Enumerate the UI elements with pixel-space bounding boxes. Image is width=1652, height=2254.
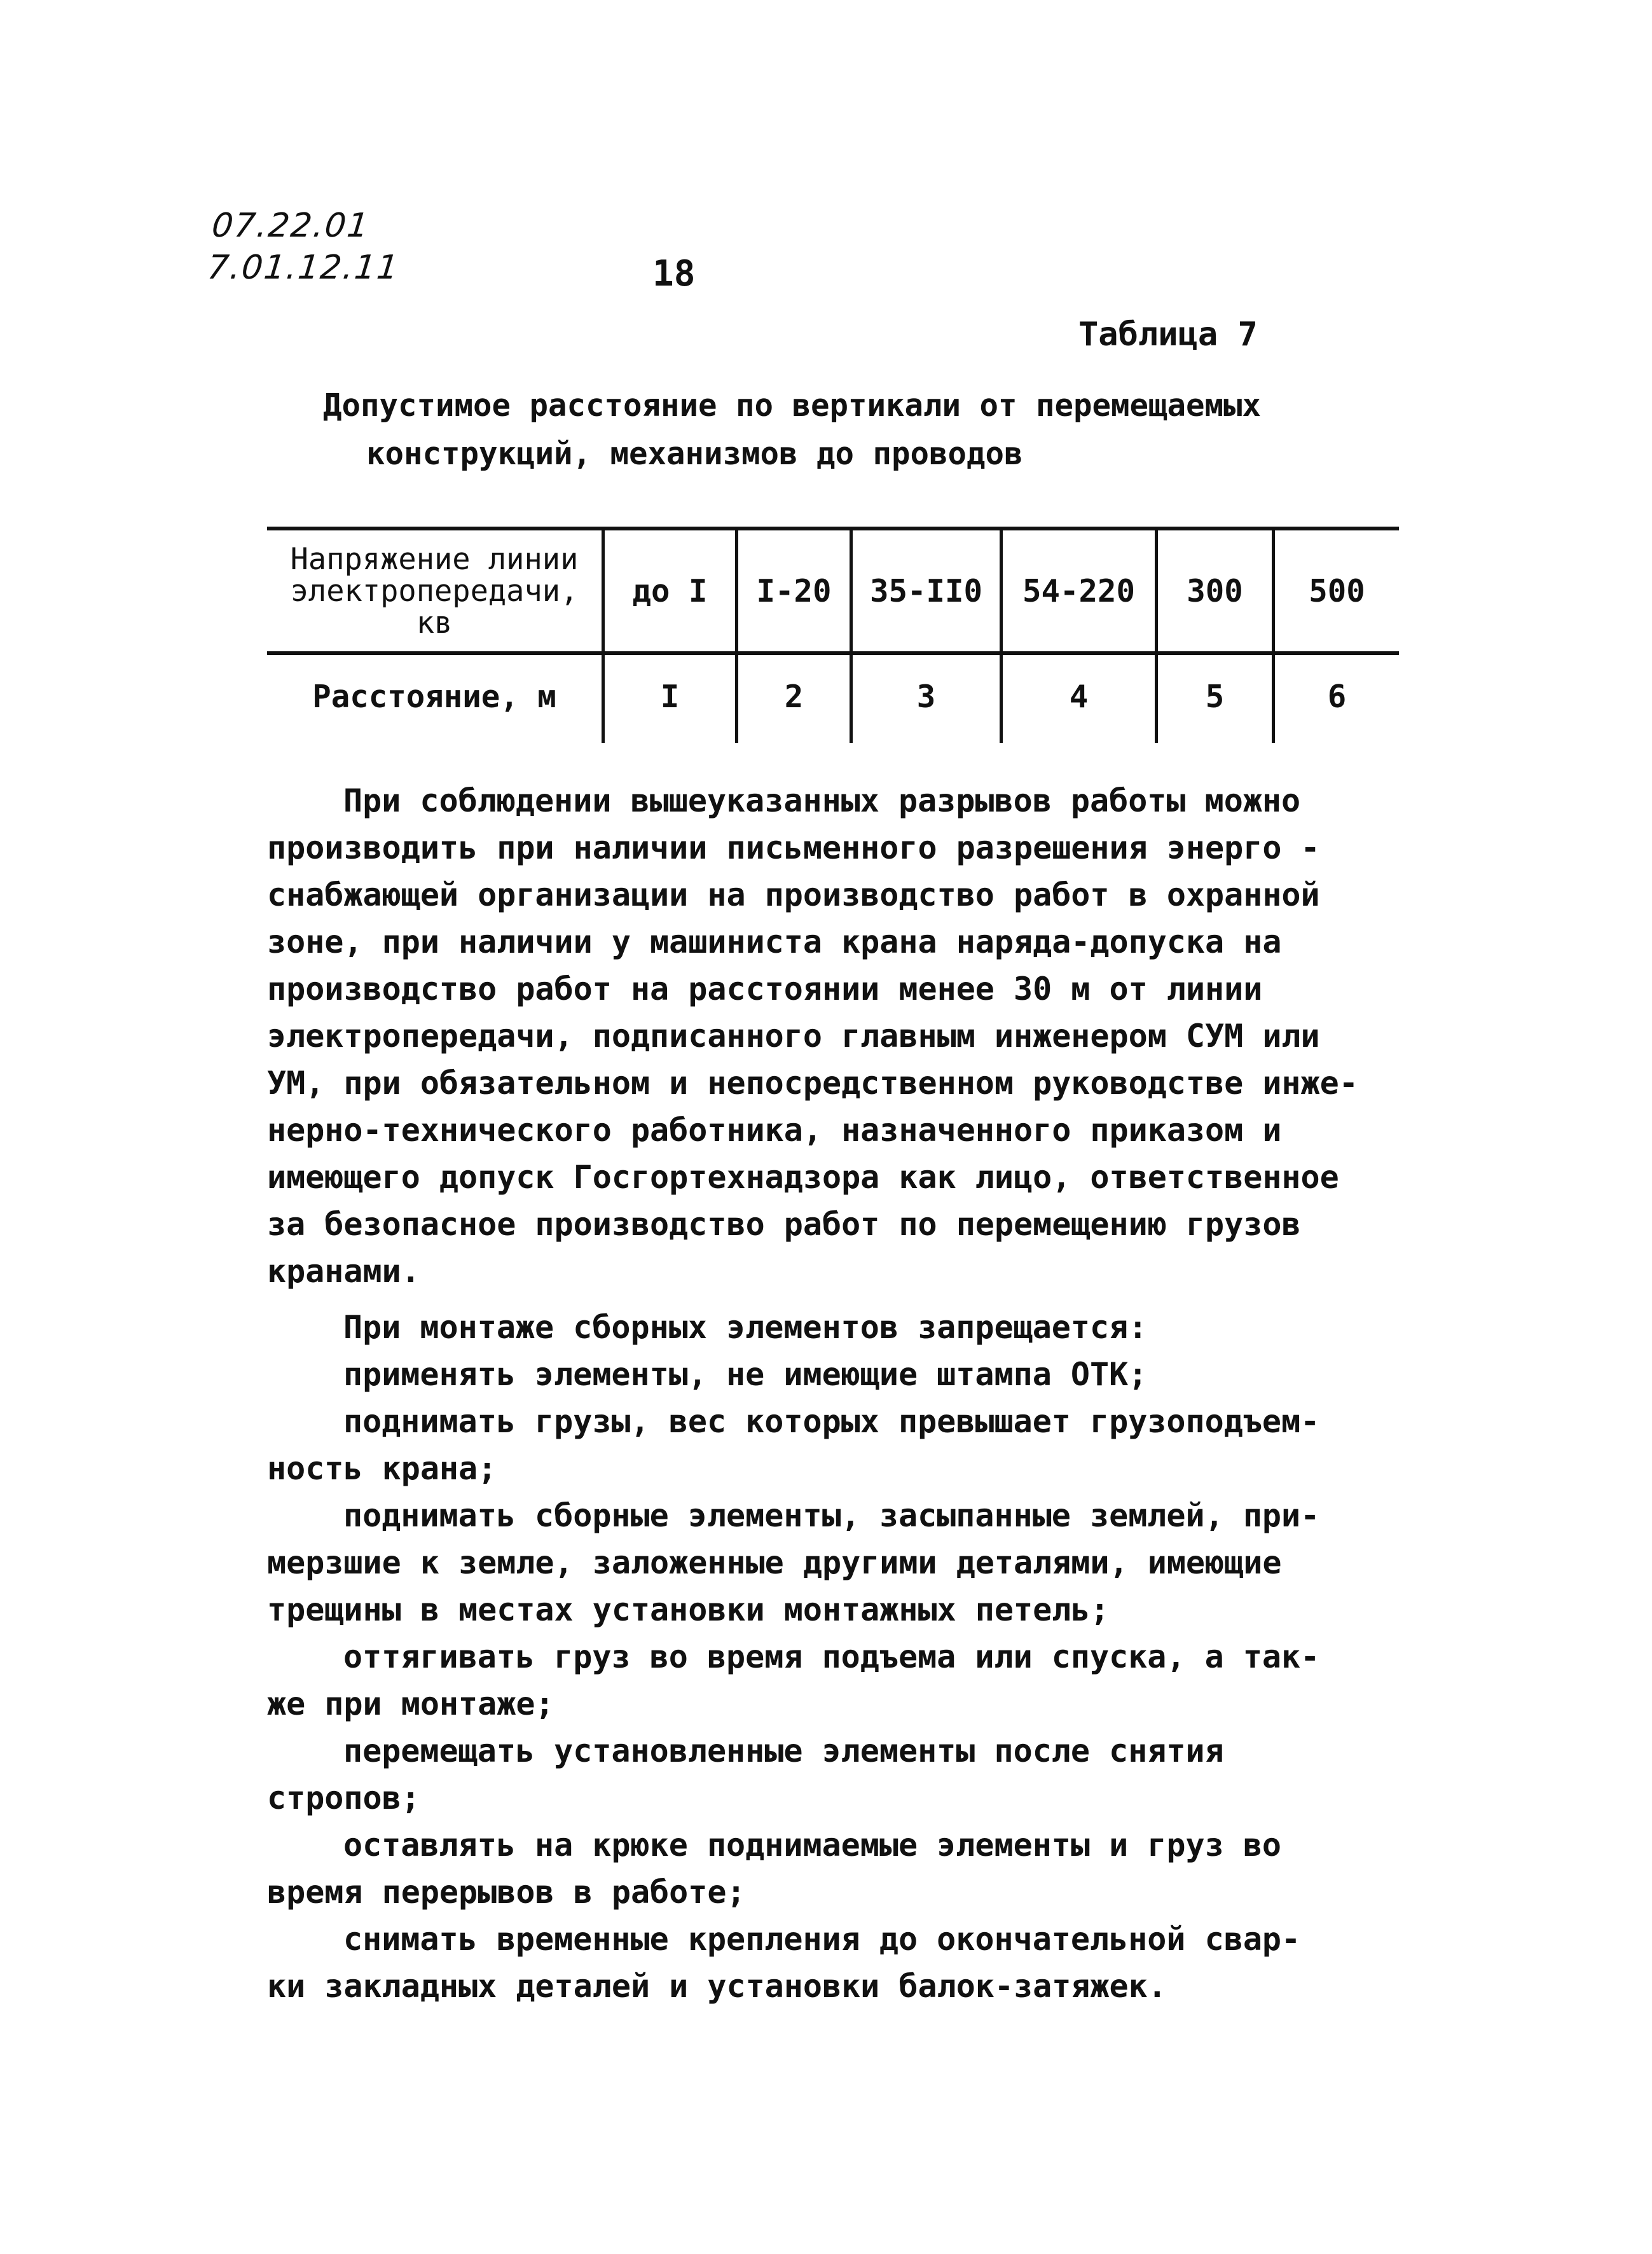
voltage-column-header: 35-II0 <box>869 572 982 609</box>
voltage-column-header: 500 <box>1309 572 1365 609</box>
list-item-continuation: ки закладных деталей и установки балок-затяжек. <box>267 1968 1167 2005</box>
voltage-column-header: до I <box>632 572 708 609</box>
list-item: оттягивать груз во время подъема или спуска, а так- <box>343 1638 1320 1675</box>
paragraph-line: производство работ на расстоянии менее 30 м от линии <box>267 971 1263 1007</box>
list-item-continuation: время перерывов в работе; <box>267 1874 746 1911</box>
voltage-column-header: 54-220 <box>1022 572 1135 609</box>
distance-value: I <box>660 678 680 715</box>
paragraph-line: электропередачи, подписанного главным инженером СУМ или <box>267 1018 1320 1054</box>
distance-value: 6 <box>1327 678 1347 715</box>
list-item-continuation: ность крана; <box>267 1450 497 1487</box>
paragraph-line: нерно-технического работника, назначенного приказом и <box>267 1112 1282 1149</box>
list-item: оставлять на крюке поднимаемые элементы и груз во <box>343 1827 1282 1863</box>
document-code-line-2: 7.01.12.11 <box>205 249 401 287</box>
paragraph-line: за безопасное производство работ по перемещению грузов <box>267 1206 1301 1243</box>
distance-value: 5 <box>1205 678 1225 715</box>
distance-table <box>267 527 1399 743</box>
body-text <box>267 777 1424 2010</box>
paragraph-line: снабжающей организации на производство работ в охранной <box>267 876 1320 913</box>
table-caption <box>323 382 1404 478</box>
header-label-line: электропередачи, <box>290 574 579 609</box>
list-item-continuation: мерзшие к земле, заложенные другими деталями, имеющие <box>267 1544 1282 1581</box>
header-label-line: Напряжение линии <box>290 542 579 577</box>
voltage-column-header: 300 <box>1187 572 1243 609</box>
table-row-label: Расстояние, м <box>312 678 556 715</box>
paragraph-line: производить при наличии письменного разрешения энерго - <box>267 829 1320 866</box>
distance-value: 2 <box>784 678 804 715</box>
list-item: снимать временные крепления до окончательной свар- <box>343 1921 1301 1958</box>
voltage-column-header: I-20 <box>756 572 832 609</box>
page-number: 18 <box>652 253 696 294</box>
table-label: Таблица 7 <box>1078 315 1258 354</box>
table-header-label <box>267 534 602 649</box>
document-code-line-1: 07.22.01 <box>210 207 372 245</box>
paragraph-line: При соблюдении вышеуказанных разрывов работы можно <box>343 782 1301 819</box>
paragraph-line: имеющего допуск Госгортехнадзора как лицо, ответственное <box>267 1159 1339 1196</box>
paragraph-line: зоне, при наличии у машиниста крана наряда-допуска на <box>267 923 1282 960</box>
distance-value: 3 <box>916 678 936 715</box>
list-item-continuation: стропов; <box>267 1780 420 1816</box>
distance-value: 4 <box>1069 678 1089 715</box>
header-label-line: кв <box>416 605 453 640</box>
table-caption-line-1: Допустимое расстояние по вертикали от перемещаемых <box>323 387 1262 424</box>
paragraph-line: УМ, при обязательном и непосредственном руководстве инже- <box>267 1065 1358 1102</box>
table-caption-line-2: конструкций, механизмов до проводов <box>366 436 1023 472</box>
paragraph-line: кранами. <box>267 1253 420 1290</box>
list-item: перемещать установленные элементы после снятия <box>343 1732 1224 1769</box>
list-item: поднимать сборные элементы, засыпанные землей, при- <box>343 1497 1320 1534</box>
list-item-continuation: же при монтаже; <box>267 1685 554 1722</box>
list-item: поднимать грузы, вес которых превышает грузоподъем- <box>343 1403 1320 1440</box>
list-item: применять элементы, не имеющие штампа ОТК; <box>343 1356 1148 1393</box>
list-item-continuation: трещины в местах установки монтажных петель; <box>267 1591 1110 1628</box>
document-code <box>205 205 406 289</box>
list-intro: При монтаже сборных элементов запрещается: <box>343 1309 1148 1346</box>
